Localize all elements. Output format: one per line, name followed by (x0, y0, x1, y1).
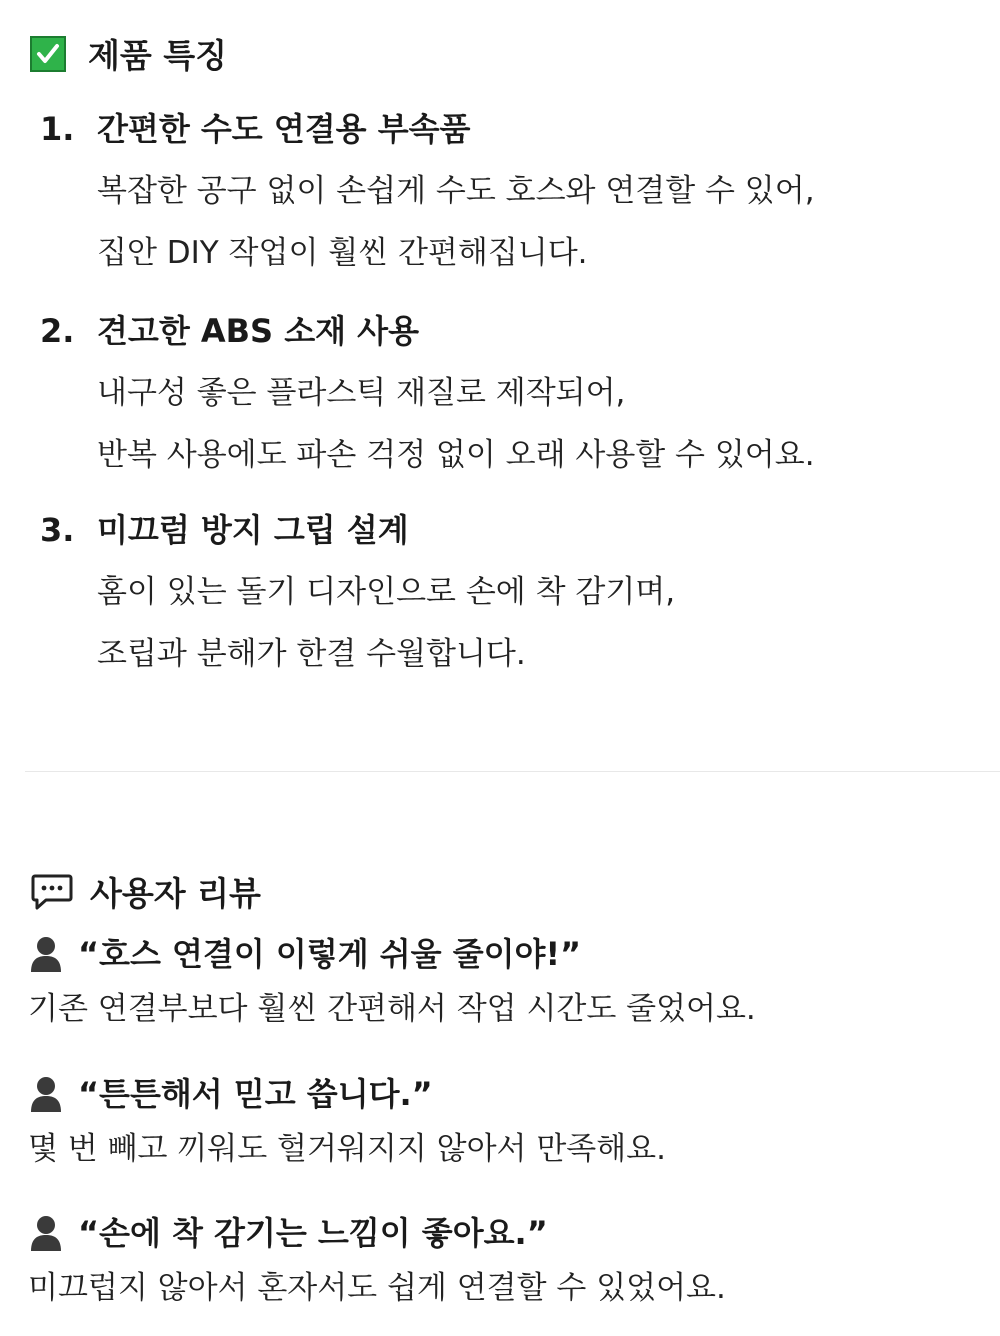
feature-number: 2. (40, 312, 75, 350)
feature-title-row (40, 499, 980, 561)
feature-number: 1. (40, 110, 75, 148)
check-mark-button-icon (30, 36, 66, 72)
feature-description-line: 반복 사용에도 파손 걱정 없이 오래 사용할 수 있어요. (97, 437, 815, 473)
features-heading-label: 제품 특징 (88, 36, 228, 75)
speech-bubble-icon (30, 872, 74, 912)
review-text: 몇 번 빼고 끼워도 헐거워지지 않아서 만족해요. (28, 1131, 666, 1167)
feature-description-line: 조립과 분해가 한결 수월합니다. (97, 636, 526, 672)
review-title-row (28, 1066, 988, 1118)
review-text: 기존 연결부보다 훨씬 간편해서 작업 시간도 줄었어요. (28, 991, 756, 1027)
feature-description-line: 내구성 좋은 플라스틱 재질로 제작되어, (97, 375, 626, 411)
feature-title: 간편한 수도 연결용 부속품 (97, 110, 471, 148)
review-item-2 (28, 1066, 988, 1180)
section-divider (25, 771, 1000, 772)
review-title-row (28, 1205, 988, 1257)
review-title: “호스 연결이 이렇게 쉬울 줄이야!” (78, 935, 582, 973)
person-silhouette-icon (28, 932, 64, 972)
feature-title-row (40, 98, 980, 160)
feature-title: 미끄럼 방지 그립 설계 (97, 511, 409, 549)
review-item-3 (28, 1205, 988, 1319)
review-item-1 (28, 926, 988, 1040)
person-silhouette-icon (28, 1211, 64, 1251)
features-heading (30, 30, 227, 77)
feature-description-line: 집안 DIY 작업이 훨씬 간편해집니다. (97, 235, 588, 271)
feature-number: 3. (40, 511, 75, 549)
feature-title: 견고한 ABS 소재 사용 (97, 312, 420, 350)
feature-item-1 (40, 98, 980, 284)
review-title-row (28, 926, 988, 978)
feature-item-2 (40, 300, 980, 486)
feature-description-line: 복잡한 공구 없이 손쉽게 수도 호스와 연결할 수 있어, (97, 173, 815, 209)
person-silhouette-icon (28, 1072, 64, 1112)
reviews-heading-label: 사용자 리뷰 (90, 874, 261, 913)
feature-title-row (40, 300, 980, 362)
reviews-heading (30, 868, 261, 915)
review-title: “튼튼해서 믿고 씁니다.” (78, 1075, 433, 1113)
review-text: 미끄럽지 않아서 혼자서도 쉽게 연결할 수 있었어요. (28, 1270, 726, 1306)
feature-description-line: 홈이 있는 돌기 디자인으로 손에 착 감기며, (97, 574, 676, 610)
feature-item-3 (40, 499, 980, 685)
review-title: “손에 착 감기는 느낌이 좋아요.” (78, 1214, 548, 1252)
